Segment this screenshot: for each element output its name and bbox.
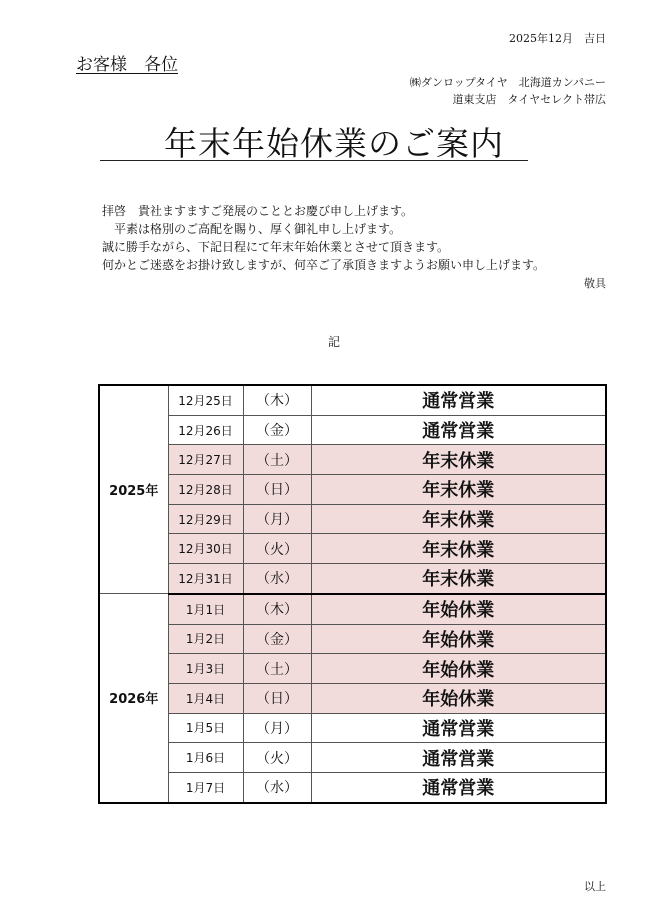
title-underline: [100, 160, 528, 161]
weekday-cell: （水）: [243, 772, 311, 802]
date-cell: 1月5日: [168, 713, 243, 743]
table-row: [99, 445, 606, 475]
table-row: [99, 654, 606, 684]
table-row: [99, 594, 606, 624]
page-title: 年末年始休業のご案内: [164, 124, 504, 163]
date-cell: 12月30日: [168, 534, 243, 564]
date-cell: 12月27日: [168, 445, 243, 475]
holiday-schedule-table: [98, 384, 607, 804]
date-cell: 12月31日: [168, 564, 243, 594]
status-cell: 年末休業: [311, 564, 606, 594]
status-cell: 通常営業: [311, 743, 606, 773]
table-row: [99, 683, 606, 713]
closing-keigu: 敬具: [584, 277, 606, 290]
letter-body: [102, 202, 602, 274]
status-cell: 通常営業: [311, 385, 606, 415]
weekday-cell: （金）: [243, 624, 311, 654]
table-row: [99, 564, 606, 594]
year-label: 2025年: [99, 385, 168, 594]
sender-company: ㈱ダンロップタイヤ 北海道カンパニー: [409, 76, 606, 89]
weekday-cell: （火）: [243, 743, 311, 773]
sender-branch: 道東支店 タイヤセレクト帯広: [452, 93, 606, 106]
status-cell: 年末休業: [311, 504, 606, 534]
ki-heading: 記: [327, 335, 340, 349]
date-cell: 12月28日: [168, 475, 243, 505]
weekday-cell: （木）: [243, 385, 311, 415]
ijou-closing: 以上: [584, 880, 606, 893]
weekday-cell: （土）: [243, 654, 311, 684]
weekday-cell: （木）: [243, 594, 311, 624]
status-cell: 年始休業: [311, 594, 606, 624]
addressee: お客様 各位: [76, 55, 178, 75]
weekday-cell: （月）: [243, 504, 311, 534]
weekday-cell: （金）: [243, 415, 311, 445]
weekday-cell: （月）: [243, 713, 311, 743]
status-cell: 年始休業: [311, 624, 606, 654]
year-label: 2026年: [99, 594, 168, 803]
date-cell: 12月29日: [168, 504, 243, 534]
status-cell: 年始休業: [311, 683, 606, 713]
body-line: 拝啓 貴社ますますご発展のこととお慶び申し上げます。: [102, 204, 414, 218]
table-row: [99, 772, 606, 802]
date-cell: 1月7日: [168, 772, 243, 802]
weekday-cell: （日）: [243, 683, 311, 713]
date-cell: 1月6日: [168, 743, 243, 773]
date-cell: 1月2日: [168, 624, 243, 654]
status-cell: 年末休業: [311, 475, 606, 505]
table-row: [99, 624, 606, 654]
weekday-cell: （水）: [243, 564, 311, 594]
date-cell: 1月3日: [168, 654, 243, 684]
document-date: 2025年12月 吉日: [509, 32, 606, 45]
status-cell: 年末休業: [311, 534, 606, 564]
table-row: [99, 743, 606, 773]
table-row: [99, 475, 606, 505]
body-line: 平素は格別のご高配を賜り、厚く御礼申し上げます。: [102, 222, 402, 236]
date-cell: 1月1日: [168, 594, 243, 624]
date-cell: 12月26日: [168, 415, 243, 445]
table-row: [99, 504, 606, 534]
body-line: 何かとご迷惑をお掛け致しますが、何卒ご了承頂きますようお願い申し上げます。: [102, 258, 546, 272]
weekday-cell: （土）: [243, 445, 311, 475]
weekday-cell: （火）: [243, 534, 311, 564]
table-row: [99, 385, 606, 415]
status-cell: 通常営業: [311, 415, 606, 445]
status-cell: 年末休業: [311, 445, 606, 475]
status-cell: 通常営業: [311, 713, 606, 743]
table-row: [99, 534, 606, 564]
date-cell: 1月4日: [168, 683, 243, 713]
date-cell: 12月25日: [168, 385, 243, 415]
status-cell: 年始休業: [311, 654, 606, 684]
table-row: [99, 415, 606, 445]
table-row: [99, 713, 606, 743]
weekday-cell: （日）: [243, 475, 311, 505]
sender-block: [410, 74, 606, 108]
body-line: 誠に勝手ながら、下記日程にて年末年始休業とさせて頂きます。: [102, 240, 450, 254]
status-cell: 通常営業: [311, 772, 606, 802]
